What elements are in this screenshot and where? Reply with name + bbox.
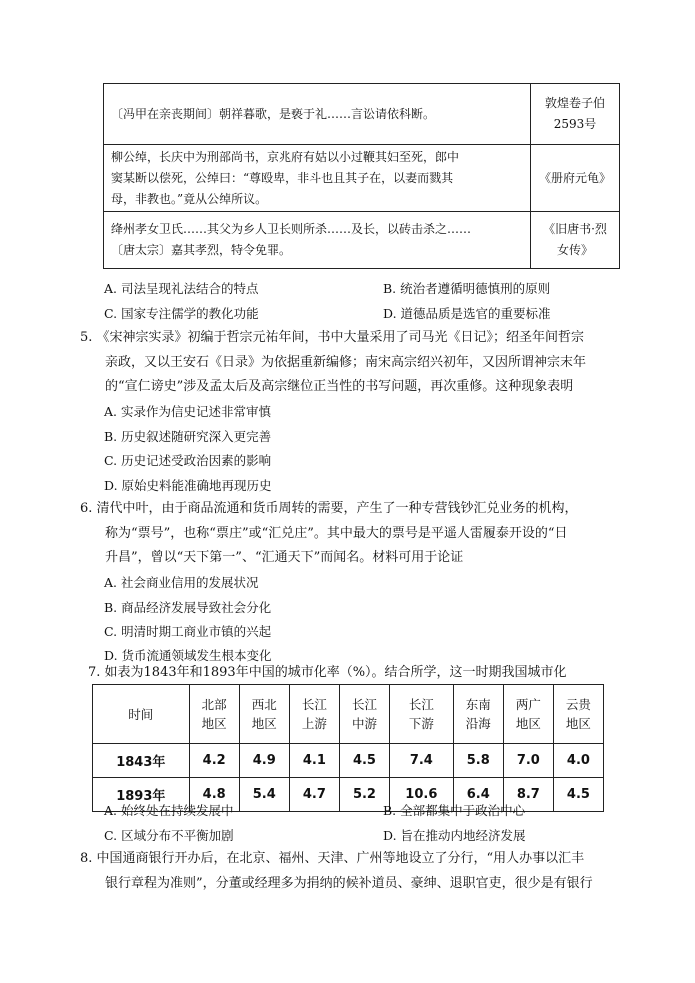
region-header: 西北 地区 bbox=[239, 685, 289, 744]
source-text: 绛州孝女卫氏……其父为乡人卫长则所杀……及长，以砖击杀之…… bbox=[111, 222, 472, 236]
urbanization-table bbox=[92, 684, 604, 812]
value-cell: 4.5 bbox=[553, 778, 603, 812]
source-citation: 《旧唐书·烈 bbox=[543, 222, 607, 236]
q5-stem-line: 亲政，又以王安石《日录》为依据重新编修；南宋高宗绍兴初年，又因所谓神宗末年 bbox=[105, 354, 587, 370]
value-cell: 4.0 bbox=[553, 744, 603, 778]
source-citation: 女传》 bbox=[556, 243, 593, 257]
q6-option-c[interactable]: C. 明清时期工商业市镇的兴起 bbox=[104, 624, 272, 639]
source-citation-cell bbox=[531, 145, 620, 212]
q4-option-b[interactable]: B. 统治者遵循明德慎刑的原则 bbox=[383, 281, 551, 296]
source-citation: 敦煌卷子伯 bbox=[544, 96, 605, 110]
q5-stem-line: 5. 《宋神宗实录》初编于哲宗元祐年间，书中大量采用了司马光《日记》；绍圣年间哲宗 bbox=[80, 330, 585, 345]
table-row bbox=[104, 84, 620, 145]
q5-stem-line: 的“宣仁谤史”涉及孟太后及高宗继位正当性的书写问题，再次重修。这种现象表明 bbox=[105, 379, 574, 394]
table-row bbox=[104, 212, 620, 269]
source-text-cell bbox=[104, 212, 531, 269]
value-cell: 8.7 bbox=[503, 778, 553, 812]
source-citation: 2593号 bbox=[553, 117, 597, 131]
source-text: 柳公绰，长庆中为刑部尚书，京兆府有姑以小过鞭其妇至死，郎中 bbox=[111, 149, 460, 164]
q6-stem-line: 6. 清代中叶，由于商品流通和货币周转的需要，产生了一种专营钱钞汇兑业务的机构， bbox=[80, 501, 578, 516]
value-cell: 7.0 bbox=[503, 744, 553, 778]
q6-option-a[interactable]: A. 社会商业信用的发展状况 bbox=[104, 575, 259, 590]
source-text: 窦某断以偿死，公绰曰：“尊殴卑，非斗也且其子在，以妻而戮其 bbox=[111, 170, 454, 185]
region-header: 云贵 地区 bbox=[553, 685, 603, 744]
value-cell: 4.2 bbox=[189, 744, 239, 778]
q7-option-d[interactable]: D. 旨在推动内地经济发展 bbox=[383, 828, 526, 843]
q7-option-b[interactable]: B. 全部都集中于政治中心 bbox=[383, 803, 526, 818]
q5-stem bbox=[80, 326, 625, 400]
region-header: 长江 下游 bbox=[390, 685, 454, 744]
q6-option-d[interactable]: D. 货币流通领域发生根本变化 bbox=[104, 648, 272, 663]
year-cell: 1893年 bbox=[93, 778, 190, 812]
table-row bbox=[104, 145, 620, 212]
q7-stem-line: 7. 如表为1843年和1893年中国的城市化率（%）。结合所学，这一时期我国城市化 bbox=[88, 665, 567, 680]
value-cell: 10.6 bbox=[390, 778, 454, 812]
year-cell: 1843年 bbox=[93, 744, 190, 778]
corner-header: 时间 bbox=[93, 685, 190, 744]
q4-option-a[interactable]: A. 司法呈现礼法结合的特点 bbox=[104, 281, 259, 296]
value-cell: 4.8 bbox=[189, 778, 239, 812]
source-text: 〔冯甲在亲丧期间〕朝祥暮歌，是亵于礼……言讼请依科断。 bbox=[111, 106, 436, 121]
source-text-cell bbox=[104, 145, 531, 212]
q5-option-a[interactable]: A. 实录作为信史记述非常审慎 bbox=[104, 404, 271, 419]
value-cell: 6.4 bbox=[453, 778, 503, 812]
region-header: 长江 上游 bbox=[289, 685, 339, 744]
source-citation: 《册府元龟》 bbox=[538, 170, 611, 185]
value-cell: 5.8 bbox=[453, 744, 503, 778]
q7-option-c[interactable]: C. 区域分布不平衡加剧 bbox=[104, 828, 234, 843]
source-text-cell bbox=[104, 84, 531, 145]
q7-option-a[interactable]: A. 始终处在持续发展中 bbox=[104, 803, 234, 818]
value-cell: 4.7 bbox=[289, 778, 339, 812]
source-material-table bbox=[103, 83, 620, 269]
table-header-row bbox=[93, 685, 604, 744]
q4-option-c[interactable]: C. 国家专注儒学的教化功能 bbox=[104, 306, 259, 321]
q8-stem-line: 8. 中国通商银行开办后，在北京、福州、天津、广州等地设立了分行，“用人办事以汇丰 bbox=[80, 851, 585, 866]
source-text: 〔唐太宗〕嘉其孝烈，特令免罪。 bbox=[111, 243, 292, 257]
value-cell: 7.4 bbox=[390, 744, 454, 778]
region-header: 北部 地区 bbox=[189, 685, 239, 744]
q8-stem-line: 银行章程为准则”，分董或经理多为捐纳的候补道员、豪绅、退职官吏，很少是有银行 bbox=[105, 875, 593, 891]
region-header: 东南 沿海 bbox=[453, 685, 503, 744]
q6-stem-line: 升昌”，曾以“天下第一”、“汇通天下”而闻名。材料可用于论证 bbox=[105, 550, 464, 565]
q6-stem-line: 称为“票号”，也称“票庄”或“汇兑庄”。其中最大的票号是平遥人雷履泰开设的“日 bbox=[105, 525, 568, 541]
region-header: 两广 地区 bbox=[503, 685, 553, 744]
value-cell: 4.9 bbox=[239, 744, 289, 778]
region-header: 长江 中游 bbox=[339, 685, 389, 744]
q5-option-d[interactable]: D. 原始史料能准确地再现历史 bbox=[104, 478, 272, 493]
source-text: 母，非教也。”竟从公绰所议。 bbox=[111, 191, 268, 206]
value-cell: 4.1 bbox=[289, 744, 339, 778]
value-cell: 5.2 bbox=[339, 778, 389, 812]
value-cell: 5.4 bbox=[239, 778, 289, 812]
q6-option-b[interactable]: B. 商品经济发展导致社会分化 bbox=[104, 600, 272, 615]
value-cell: 4.5 bbox=[339, 744, 389, 778]
q7-stem bbox=[88, 661, 633, 686]
q5-option-c[interactable]: C. 历史记述受政治因素的影响 bbox=[104, 453, 272, 468]
source-citation-cell bbox=[531, 212, 620, 269]
table-row bbox=[93, 744, 604, 778]
q8-stem bbox=[80, 847, 625, 896]
source-citation-cell bbox=[531, 84, 620, 145]
q5-option-b[interactable]: B. 历史叙述随研究深入更完善 bbox=[104, 429, 272, 444]
q6-stem bbox=[80, 497, 625, 571]
q4-option-d[interactable]: D. 道德品质是选官的重要标准 bbox=[383, 306, 551, 321]
